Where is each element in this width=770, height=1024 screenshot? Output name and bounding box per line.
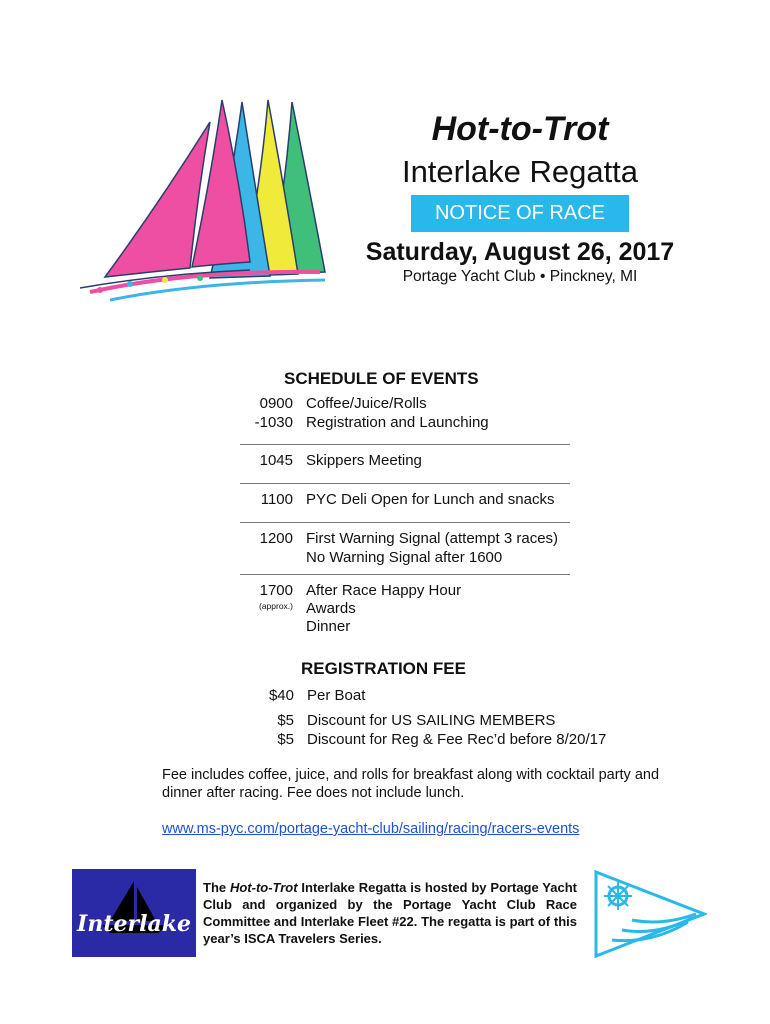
schedule-desc: Coffee/Juice/Rolls <box>306 395 427 412</box>
fee-desc: Per Boat <box>307 687 366 704</box>
schedule-time-value: 1700 <box>259 582 293 599</box>
interlake-logo <box>72 869 196 957</box>
event-title: Hot-to-Trot <box>431 110 609 148</box>
schedule-desc: First Warning Signal (attempt 3 races) <box>306 530 559 547</box>
interlake-logo-text: Interlake <box>77 911 191 937</box>
footer-description <box>203 879 577 947</box>
fee-desc: Discount for Reg & Fee Rec’d before 8/20/17 <box>307 731 607 748</box>
schedule-heading: SCHEDULE OF EVENTS <box>284 369 479 388</box>
divider <box>240 522 570 523</box>
regatta-sailboats-logo <box>70 92 335 307</box>
event-subtitle: Interlake Regatta <box>401 154 639 189</box>
schedule-desc: Registration and Launching <box>306 414 489 431</box>
schedule-time: 1200 <box>259 530 293 547</box>
schedule-time-note: (approx.) <box>258 601 293 611</box>
schedule-desc: No Warning Signal after 1600 <box>306 549 503 566</box>
schedule-time <box>240 582 293 612</box>
schedule-desc: After Race Happy Hour <box>306 582 462 599</box>
footer-text-italic: Hot-to-Trot <box>229 880 298 895</box>
schedule-time: 1100 <box>260 491 293 508</box>
pyc-burgee-icon <box>592 866 707 961</box>
notice-banner: NOTICE OF RACE <box>411 195 629 232</box>
event-venue: Portage Yacht Club • Pinckney, MI <box>402 268 638 285</box>
schedule-table <box>240 395 570 645</box>
schedule-desc: PYC Deli Open for Lunch and snacks <box>306 491 555 508</box>
schedule-time: 0900 <box>259 395 293 412</box>
fee-note: Fee includes coffee, juice, and rolls for breakfast along with cocktail party and dinner after racing. Fee does not include lunch. <box>162 767 660 801</box>
fee-amount: $40 <box>268 687 294 704</box>
schedule-desc: Awards <box>306 600 356 617</box>
fee-amount: $5 <box>277 731 294 748</box>
divider <box>240 574 570 575</box>
schedule-desc: Dinner <box>306 618 351 635</box>
schedule-time: 1045 <box>259 452 293 469</box>
divider <box>240 483 570 484</box>
divider <box>240 444 570 445</box>
racers-events-link[interactable]: www.ms-pyc.com/portage-yacht-club/sailing/racing/racers-events <box>162 821 580 837</box>
schedule-time: -1030 <box>254 414 293 431</box>
schedule-desc: Skippers Meeting <box>306 452 422 469</box>
footer-text-pre: The <box>203 880 230 895</box>
event-date: Saturday, August 26, 2017 <box>365 238 675 266</box>
footer-text-post: Interlake Regatta is hosted by Portage Yacht Club and organized by the Portage Yacht Club Race Committee and Interlake Fleet #22. The regatta is part of this year’s ISCA Travelers Series. <box>203 880 577 946</box>
fee-desc: Discount for US SAILING MEMBERS <box>307 712 556 729</box>
fee-heading: REGISTRATION FEE <box>301 659 466 678</box>
fee-amount: $5 <box>277 712 294 729</box>
